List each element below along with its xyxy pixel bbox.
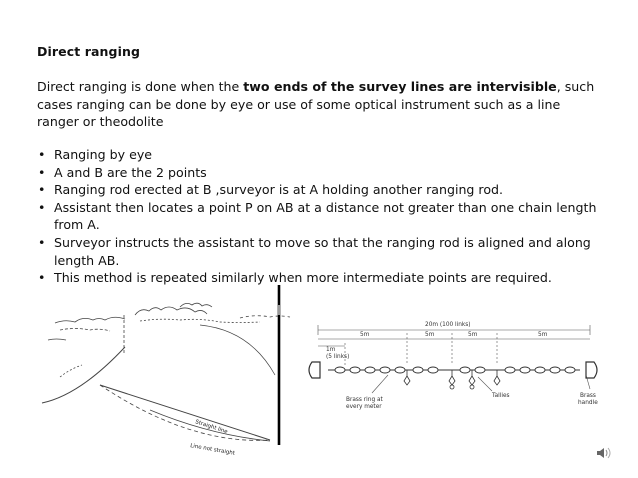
bullet-item: • Surveyor instructs the assistant to move so that the ranging rod is aligned and along length AB. [37,234,602,269]
label-5-links: (5 links) [326,354,350,360]
label-tallies: Tallies [492,393,510,399]
bullet-item: • This method is repeated similarly when more intermediate points are required. [37,269,602,287]
intro-text-after: , such cases ranging can be done by eye or use of some optical instrument such as a line ranger or theodolite [37,79,595,129]
chain-diagram [300,315,605,425]
label-seg-5m-a: 5m [360,332,370,338]
bullet-item: • Ranging rod erected at B ,surveyor is at A holding another ranging rod. [37,181,602,199]
slide-title: Direct ranging [37,44,141,59]
intro-text-before: Direct ranging is done when the [37,79,244,94]
intro-paragraph [37,78,597,131]
label-line-not-straight: Line not straight [189,443,236,457]
bullet-item: • Ranging by eye [37,146,602,164]
bullet-item: • A and B are the 2 points [37,164,602,182]
bullet-item: • Assistant then locates a point P on AB at a distance not greater than one chain length from A. [37,199,602,234]
intro-text-bold: two ends of the survey lines are intervisible [243,79,557,94]
label-seg-5m-d: 5m [538,332,548,338]
ranging-sketch [40,285,305,460]
speaker-icon[interactable] [596,446,612,460]
label-brass-handle-1: Brass [580,393,596,399]
label-brass-ring-2: every meter [346,404,382,410]
label-total-length: 20m (100 links) [425,322,471,328]
label-seg-1m: 1m [326,347,336,353]
label-straight-line: Straight line [194,419,229,436]
label-brass-ring-1: Brass ring at [346,397,383,403]
label-seg-5m-c: 5m [468,332,478,338]
label-seg-5m-b: 5m [425,332,435,338]
label-brass-handle-2: handle [578,400,598,406]
bullet-list [37,146,602,287]
